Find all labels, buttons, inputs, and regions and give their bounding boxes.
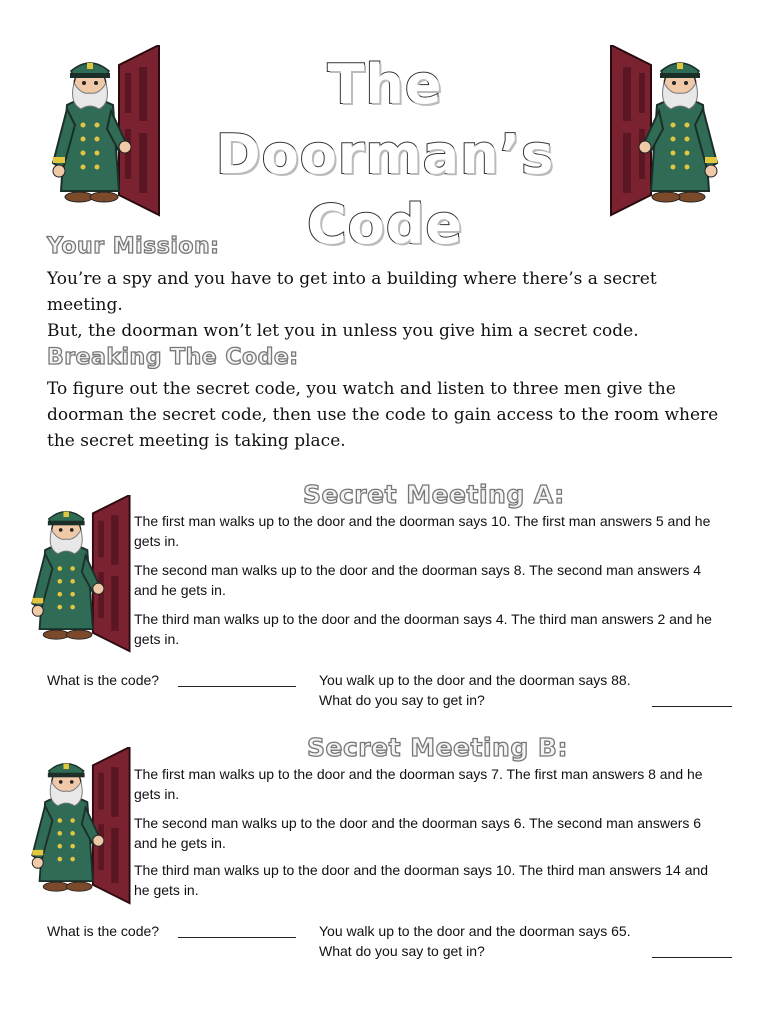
meeting-b-code-answer-line[interactable] [178,937,296,938]
meeting-a-clue-2-line-2: and he gets in. [134,582,226,598]
meeting-b-door-line-1: You walk up to the door and the doorman says 65. [319,923,631,939]
breaking-line-3: the secret meeting is taking place. [47,431,346,451]
meeting-b-clue-2-line-2: and he gets in. [134,835,226,851]
meeting-b-heading: Secret Meeting B: [307,733,568,762]
meeting-b-clue-1 [134,764,729,804]
mission-line-2: But, the doorman won’t let you in unless you give him a secret code. [47,321,639,341]
meeting-a-door-line-2: What do you say to get in? [319,692,485,708]
mission-line-1: You’re a spy and you have to get into a building where there’s a secret meeting. [47,269,657,315]
meeting-a-clue-1-line-2: gets in. [134,533,180,549]
doorman-illustration-meeting-a [28,495,132,653]
meeting-b-clue-3-line-1: The third man walks up to the door and the doorman says 10. The third man answers 14 and [134,862,709,878]
title-line-1: The Doorman’s [215,53,555,186]
meeting-a-clue-1 [134,511,729,551]
meeting-a-clue-2 [134,560,729,600]
meeting-b-door-prompt [319,921,631,961]
page-title [170,50,600,260]
meeting-b-clue-1-line-1: The first man walks up to the door and the doorman says 7. The first man answers 8 and he [134,766,703,782]
meeting-b-door-line-2: What do you say to get in? [319,943,485,959]
meeting-b-clue-2 [134,813,729,853]
mission-heading: Your Mission: [47,234,220,259]
doorman-illustration-meeting-b [28,747,132,905]
meeting-a-clue-2-line-1: The second man walks up to the door and the doorman says 8. The second man answers 4 [134,562,702,578]
meeting-a-heading: Secret Meeting A: [303,480,565,509]
meeting-b-door-answer-line[interactable] [652,957,732,958]
meeting-a-clue-1-line-1: The first man walks up to the door and the doorman says 10. The first man answers 5 and he [134,513,711,529]
meeting-a-door-line-1: You walk up to the door and the doorman says 88. [319,672,631,688]
meeting-a-code-answer-line[interactable] [178,686,296,687]
meeting-a-door-prompt [319,670,631,710]
meeting-a-clue-3-line-1: The third man walks up to the door and the doorman says 4. The third man answers 2 and he [134,611,712,627]
meeting-b-code-question: What is the code? [47,923,160,939]
meeting-a-door-answer-line[interactable] [652,706,732,707]
meeting-b-clue-2-line-1: The second man walks up to the door and the doorman says 6. The second man answers 6 [134,815,702,831]
breaking-heading: Breaking The Code: [47,345,299,370]
breaking-line-1: To figure out the secret code, you watch and listen to three men give the [47,379,676,399]
meeting-b-clue-1-line-2: gets in. [134,786,180,802]
breaking-line-2: doorman the secret code, then use the code to gain access to the room where [47,405,719,425]
doorman-illustration-right [605,45,725,217]
title-line-2: Code [306,193,463,256]
meeting-a-clue-3 [134,609,729,649]
mission-text [47,266,737,344]
meeting-b-clue-3 [134,860,729,900]
meeting-a-code-question: What is the code? [47,672,160,688]
breaking-text [47,376,737,454]
meeting-b-clue-3-line-2: he gets in. [134,882,199,898]
meeting-a-clue-3-line-2: gets in. [134,631,180,647]
doorman-illustration-left [45,45,165,217]
